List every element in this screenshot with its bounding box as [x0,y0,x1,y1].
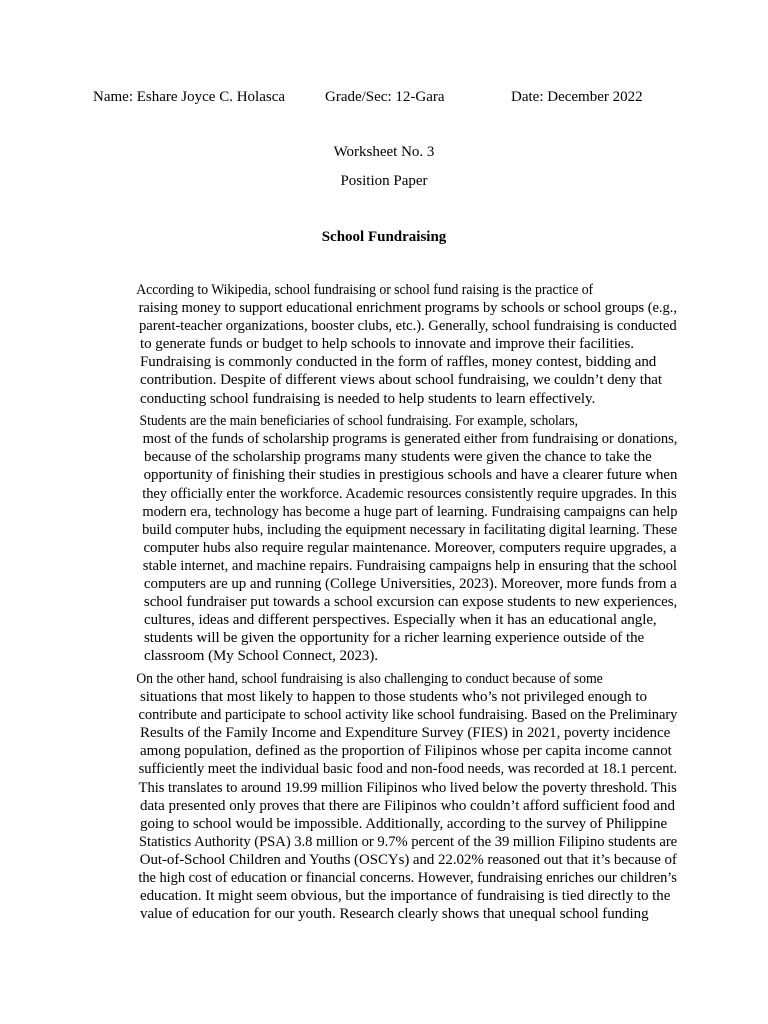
paragraph-line: build computer hubs, including the equipment necessary in facilitating digital learning. These [142,521,678,538]
paragraph-line: classroom (My School Connect, 2023). [144,648,379,665]
document-title: School Fundraising [321,229,447,245]
paragraph-line: computers are up and running (College Universities, 2023). Moreover, more funds from a [143,576,677,592]
paragraph-line: situations that most likely to happen to those students who’s not privileged enough to [140,689,647,706]
paragraph-line: opportunity of finishing their studies in prestigious schools and have a clearer future when [143,467,678,484]
paragraph-line: education. It might seem obvious, but the importance of fundraising is tied directly to the [140,888,671,905]
paragraph-line: Students are the main beneficiaries of school fundraising. For example, scholars, [139,413,579,430]
paragraph-line: contribution. Despite of different views about school fundraising, we couldn’t deny that [140,372,663,389]
paragraph-line: students will be given the opportunity for a richer learning experience outside of the [144,630,645,647]
paragraph-line: This translates to around 19.99 million Filipinos who lived below the poverty threshold. This [138,779,677,796]
paragraph-line: the high cost of education or financial concerns. However, fundraising enriches our children’s [138,870,677,886]
paragraph [93,412,677,665]
paragraph-line: because of the scholarship programs many students were given the chance to take the [144,449,652,466]
paragraph-line: going to school would be impossible. Additionally, according to the survey of Philippine [140,815,668,832]
grade-section: Grade/Sec: 12-Gara [325,89,445,105]
paragraph-line: cultures, ideas and different perspectives. Especially when it has an educational angle, [144,612,657,629]
paragraph [93,281,677,408]
paragraph-line: they officially enter the workforce. Academic resources consistently require upgrades. In this [142,485,677,502]
paragraph-line: stable internet, and machine repairs. Fundraising campaigns help in ensuring that the school [142,557,677,574]
paragraph-line: data presented only proves that there are Filipinos who couldn’t afford sufficient food and [140,797,675,814]
paragraph-line: value of education for our youth. Research clearly shows that unequal school funding [140,906,649,923]
paragraph-line: among population, defined as the proportion of Filipinos whose per capita income cannot [140,743,672,760]
paragraph-line: On the other hand, school fundraising is also challenging to conduct because of some [136,670,603,687]
paragraph-line: Statistics Authority (PSA) 3.8 million or 9.7% percent of the 39 million Filipino students are [138,833,678,850]
worksheet-number: Worksheet No. 3 [333,144,435,160]
paragraph-line: sufficiently meet the individual basic food and non-food needs, was recorded at 18.1 percent. [138,761,678,778]
paragraph-line: Results of the Family Income and Expenditure Survey (FIES) in 2021, poverty incidence [140,725,671,742]
paragraph [93,670,677,923]
paragraph-line: conducting school fundraising is needed to help students to learn effectively. [140,390,596,407]
paragraph-line: modern era, technology has become a huge part of learning. Fundraising campaigns can help [142,503,678,520]
paragraph-line: contribute and participate to school activity like school fundraising. Based on the Preliminary [138,707,678,724]
paragraph-line: to generate funds or budget to help schools to innovate and improve their facilities. [140,336,634,353]
paragraph-line: computer hubs also require regular maintenance. Moreover, computers require upgrades, a [143,539,677,556]
paragraph-line: Out-of-School Children and Youths (OSCYs) and 22.02% reasoned out that it’s because of [139,851,677,868]
paragraph-line: most of the funds of scholarship programs is generated either from fundraising or donations, [142,431,678,448]
paragraph-line: According to Wikipedia, school fundraising or school fund raising is the practice of [136,282,594,298]
paragraph-line: raising money to support educational enrichment programs by schools or school groups (e.g., [138,300,677,317]
paragraph-line: parent-teacher organizations, booster clubs, etc.). Generally, school fundraising is conducted [138,318,677,335]
paragraph-line: Fundraising is commonly conducted in the form of raffles, money contest, bidding and [140,354,657,371]
paragraph-line: school fundraiser put towards a school excursion can expose students to new experiences, [143,594,678,611]
student-name: Name: Eshare Joyce C. Holasca [93,89,286,105]
student-info-header [0,87,768,107]
paper-type: Position Paper [340,173,428,189]
document-body [93,281,677,928]
document-date: Date: December 2022 [511,89,643,105]
